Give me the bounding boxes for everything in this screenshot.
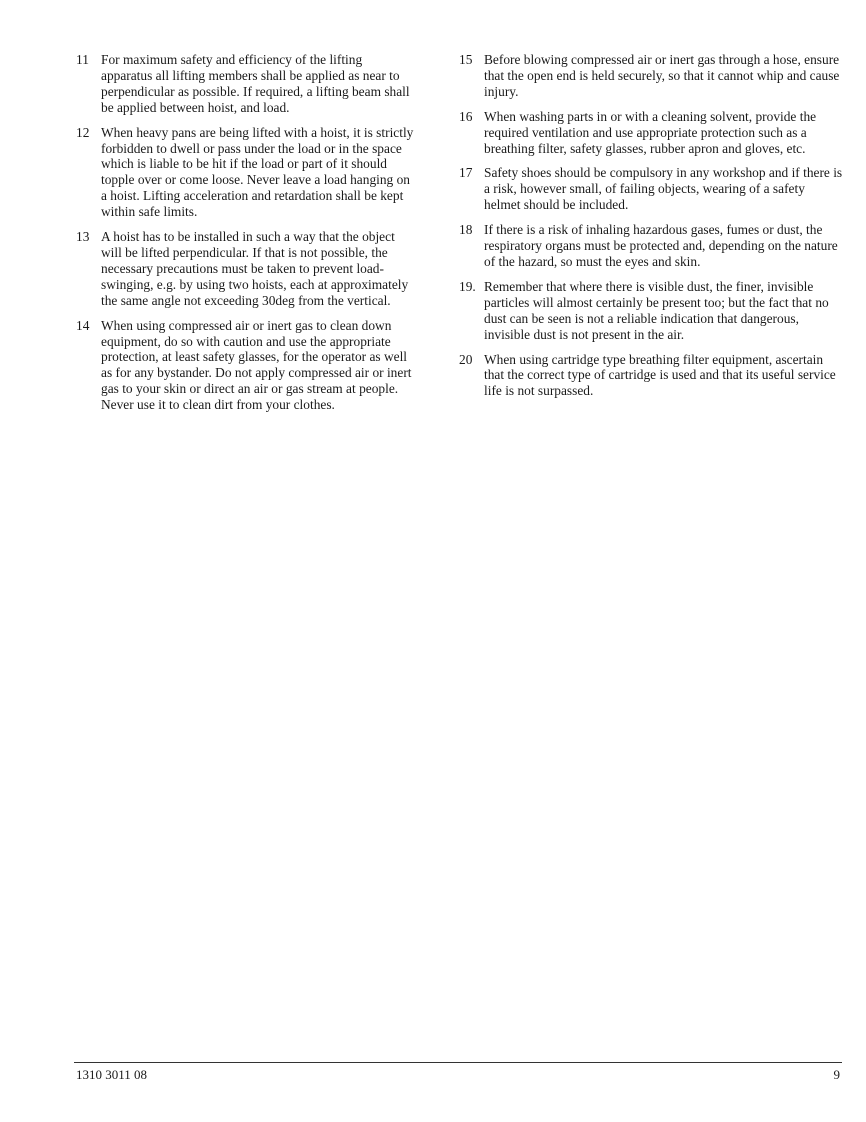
item-text: Before blowing compressed air or inert gas through a hose, ensure that the open end is held securely, so that it cannot whip and cause injury. xyxy=(484,52,840,99)
item-text: Safety shoes should be compulsory in any workshop and if there is a risk, however small, of failing objects, wearing of a safety helmet should be included. xyxy=(484,165,843,213)
item-number: 18 xyxy=(459,222,473,238)
safety-item-14 xyxy=(76,318,416,413)
safety-item-16 xyxy=(459,109,843,157)
footer-divider xyxy=(74,1062,842,1063)
item-number: 13 xyxy=(76,229,90,245)
item-number: 14 xyxy=(76,317,90,333)
item-text: When washing parts in or with a cleaning solvent, provide the required ventilation and use appropriate protection such as a breathing filter, safety glasses, rubber apron and gloves, etc. xyxy=(484,108,817,156)
item-text: A hoist has to be installed in such a way that the object will be lifted perpendicular. If that is not possible, the necessary precautions must be taken to prevent load-swinging, e.g. by using two hoists, each at approximately the same angle not exceeding 30deg from the vertical. xyxy=(101,229,409,308)
item-text: When using cartridge type breathing filter equipment, ascertain that the correct type of cartridge is used and that its useful service life is not surpassed. xyxy=(484,351,836,399)
item-number: 15 xyxy=(459,52,473,67)
item-text: When heavy pans are being lifted with a hoist, it is strictly forbidden to dwell or pass under the load or in the space which is liable to be hit if the load or part of it should topple over or come loose. Never leave a load hanging on a hoist. Lifting acceleration and retardation shall be kept within safe limits. xyxy=(101,124,414,220)
safety-item-12 xyxy=(76,125,416,220)
document-number: 1310 3011 08 xyxy=(76,1067,148,1082)
safety-item-13 xyxy=(76,229,416,309)
item-number: 12 xyxy=(76,124,90,140)
safety-item-15 xyxy=(459,52,843,100)
safety-item-17 xyxy=(459,165,843,213)
safety-item-20 xyxy=(459,352,843,400)
item-text: Remember that where there is visible dust, the finer, invisible particles will almost certainly be present too; but the fact that no dust can be seen is not a reliable indication that dangerous, invisible dust is not present in the air. xyxy=(484,278,829,342)
safety-item-18 xyxy=(459,222,843,270)
item-text: For maximum safety and efficiency of the lifting apparatus all lifting members shall be applied as near to perpendicular as possible. If required, a lifting beam shall be applied between hoist, and load. xyxy=(101,52,410,115)
right-column xyxy=(459,52,843,408)
safety-item-11 xyxy=(76,52,416,116)
item-text: When using compressed air or inert gas to clean down equipment, do so with caution and use the appropriate protection, at least safety glasses, for the operator as well as for any bystander. Do not apply compressed air or inert gas to your skin or direct an air or gas stream at people. Never use it to clean dirt from your clothes. xyxy=(101,317,412,413)
item-text: If there is a risk of inhaling hazardous gases, fumes or dust, the respiratory organs must be protected and, depending on the nature of the hazard, so must the eyes and skin. xyxy=(484,222,838,269)
item-number: 20 xyxy=(459,351,473,367)
page-number: 9 xyxy=(833,1067,840,1082)
item-number: 16 xyxy=(459,108,473,124)
item-number: 17 xyxy=(459,165,473,181)
item-number: 19. xyxy=(459,278,476,294)
left-column xyxy=(76,52,416,422)
safety-item-19 xyxy=(459,279,843,343)
item-number: 11 xyxy=(76,52,89,67)
